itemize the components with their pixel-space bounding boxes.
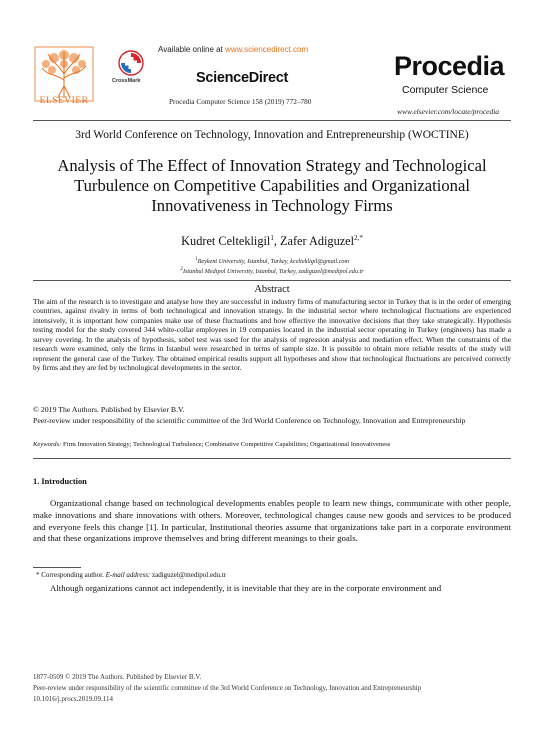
conference-name: 3rd World Conference on Technology, Innovation and Entrepreneurship (WOCTINE) xyxy=(75,129,469,141)
crossmark-icon[interactable] xyxy=(116,50,146,76)
sciencedirect-link[interactable]: www.sciencedirect.com xyxy=(225,45,309,54)
abstract-bottom-divider xyxy=(33,458,511,459)
header-divider xyxy=(33,120,511,121)
copyright-notice: © 2019 The Authors. Published by Elsevier B.V. xyxy=(33,405,185,414)
affiliation xyxy=(0,256,544,265)
author-name: Zafer Adiguzel xyxy=(279,234,355,249)
section-heading: 1. Introduction xyxy=(33,477,87,486)
footnote-prefix: * Corresponding author. xyxy=(36,571,106,579)
affiliation-text: Istanbul Medipol University, Istanbul, Turkey, zadiguzel@medipol.edu.tr xyxy=(182,268,364,276)
affiliation-marker: 1 xyxy=(195,256,198,262)
footnote-divider xyxy=(33,567,81,568)
body-paragraph: Although organizations cannot act independently, it is inevitable that they are in the corporate environment and xyxy=(50,583,442,593)
author-line xyxy=(0,234,544,249)
footer-doi[interactable]: 10.1016/j.procs.2019.09.114 xyxy=(33,695,114,703)
abstract-heading: Abstract xyxy=(254,284,290,295)
keywords-line xyxy=(33,441,511,448)
sciencedirect-brand: ScienceDirect xyxy=(196,70,289,86)
publisher-logo-wordmark: ELSEVIER xyxy=(39,96,89,106)
keywords-label: Keywords: xyxy=(33,441,62,448)
author-name: Kudret Celtekligil xyxy=(181,234,271,249)
title-line: Turbulence on Competitive Capabilities and Organizational xyxy=(74,176,470,195)
abstract-body: The aim of the research is to investigate and analyse how they are successful in industry firms of manufacturing sector in Turkey that is in the order of emerging countries, against rivalry in terms of both technological and innovation strategy. In the industrial sector where technological fluctuations are experienced intensively, it is important how companies make use of these fluctuations and how effective the innovative decisions that they take strategically. Hypothesis testing model for the study covered 344 white-collar employees in 19 companies located in the industrial sector operating in Turkey (engineers) has made a survey covering. In the analysis of hypothesis, sobel test was used for the analysis of regression analysis and mediation effect. When the constraints of the research were examined, only the firms in Istanbul were researched in terms of sample size. It is possible to obtain more reliable results of the study will represent the general case of the Turkey. The obtained empirical results support all hypotheses and show that technological fluctuations are perceived correctly by firms and they are fed by technological developments in the sector. xyxy=(33,297,511,373)
body-paragraph: Organizational change based on technological developments enables people to learn new things, communicate with other people, make innovations and share innovations with others. Moreover, technological changes cause new goods and services to be produced and everyone feels this change [1]. In particular, Institutional theories assume that organizations take part in a corporate environment and that these organizations improve themselves and bring different meanings to their goals. xyxy=(33,498,511,544)
corresponding-author-footnote xyxy=(36,571,226,579)
abstract-top-divider xyxy=(33,280,511,281)
procedia-brand: Procedia xyxy=(394,51,505,81)
footer-issn-copyright: 1877-0509 © 2019 The Authors. Published by Elsevier B.V. xyxy=(33,673,202,681)
affiliation-text: Beykent University, Istanbul, Turkey, kceltekligil@gmail.com xyxy=(197,258,349,266)
available-online-line xyxy=(158,45,308,54)
crossmark-label: CrossMark xyxy=(112,78,141,84)
footer-peer-review: Peer-review under responsibility of the scientific committee of the 3rd World Conference on Technology, Innovation and Entrepreneurship xyxy=(33,684,422,692)
affiliation xyxy=(0,266,544,275)
peer-review-notice: Peer-review under responsibility of the scientific committee of the 3rd World Conference on Technology, Innovation and Entrepreneurship xyxy=(33,416,466,425)
keywords-text: Firm Innovation Strategy; Technological Turbulence; Combinative Competitive Capabilities; Organizational Innovativeness xyxy=(61,441,391,448)
available-online-text: Available online at xyxy=(158,45,226,54)
affiliation-marker: 2 xyxy=(180,266,183,272)
elsevier-tree-logo-icon xyxy=(34,46,94,102)
procedia-url-link[interactable]: www.elsevier.com/locate/procedia xyxy=(397,107,500,116)
journal-citation: Procedia Computer Science 158 (2019) 772–780 xyxy=(169,97,312,106)
author-affiliation-marker: 2,* xyxy=(354,234,363,242)
paper-title xyxy=(40,156,504,216)
procedia-subtitle: Computer Science xyxy=(402,84,489,96)
footnote-email: zadiguzel@medipol.edu.tr xyxy=(150,571,227,579)
title-line: Innovativeness in Technology Firms xyxy=(151,196,393,215)
title-line: Analysis of The Effect of Innovation Strategy and Technological xyxy=(57,156,487,175)
footnote-email-label: E-mail address: xyxy=(105,571,151,579)
author-affiliation-marker: 1 xyxy=(270,234,274,242)
author-separator: , xyxy=(273,234,280,249)
